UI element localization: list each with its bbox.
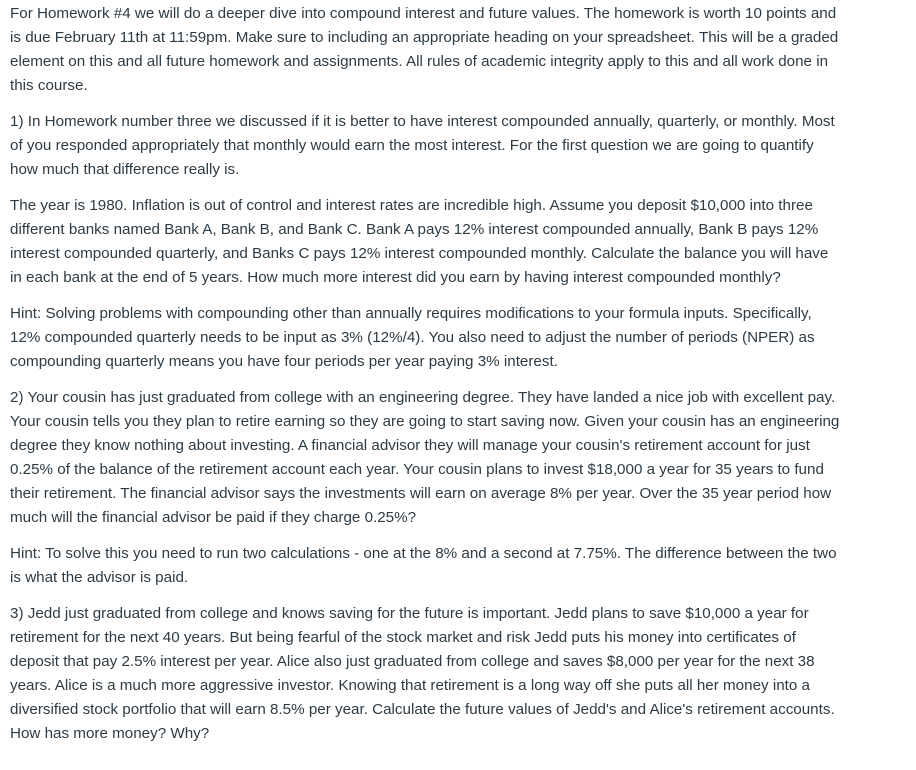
question-1: 1) In Homework number three we discussed if it is better to have interest compounded annually, quarterly, or monthly. Most of you responded appropriately that monthly would earn the most interest. For the first question we are going to quantify how much that difference really is. — [10, 113, 835, 178]
question-3: 3) Jedd just graduated from college and knows saving for the future is important. Jedd plans to save $10,000 a year for retirement for the next 40 years. But being fearful of the stock market and risk Jedd puts his money into certificates of deposit that pay 2.5% interest per year. Alice also just graduated from college and saves $8,000 per year for the next 38 years. Alice is a much more aggressive investor. Knowing that retirement is a long way off she puts all her money into a diversified stock portfolio that will earn 8.5% per year. Calculate the future values of Jedd's and Alice's retirement accounts. How has more money? Why? — [10, 605, 835, 742]
question-1-scenario: The year is 1980. Inflation is out of control and interest rates are incredible high. Assume you deposit $10,000 into three different banks named Bank A, Bank B, and Bank C. Bank A pays 12% interest compounded annually, Bank B pays 12% interest compounded quarterly, and Banks C pays 12% interest compounded monthly. Calculate the balance you will have in each bank at the end of 5 years. How much more interest did you earn by having interest compounded monthly? — [10, 197, 829, 286]
question-2-hint: Hint: To solve this you need to run two calculations - one at the 8% and a second at 7.75%. The difference between the two is what the advisor is paid. — [10, 545, 837, 586]
assignment-body — [10, 2, 842, 758]
intro-paragraph: For Homework #4 we will do a deeper dive into compound interest and future values. The homework is worth 10 points and is due February 11th at 11:59pm. Make sure to including an appropriate heading on your spreadsheet. This will be a graded element on this and all future homework and assignments. All rules of academic integrity apply to this and all work done in this course. — [10, 5, 839, 94]
question-2: 2) Your cousin has just graduated from college with an engineering degree. They have landed a nice job with excellent pay. Your cousin tells you they plan to retire earning so they are going to start saving now. Given your cousin has an engineering degree they know nothing about investing. A financial advisor they will manage your cousin's retirement account for just 0.25% of the balance of the retirement account each year. Your cousin plans to invest $18,000 a year for 35 years to fund their retirement. The financial advisor says the investments will earn on average 8% per year. Over the 35 year period how much will the financial advisor be paid if they charge 0.25%? — [10, 389, 840, 526]
question-1-hint: Hint: Solving problems with compounding other than annually requires modifications to your formula inputs. Specifically, 12% compounded quarterly needs to be input as 3% (12%/4). You also need to adjust the number of periods (NPER) as compounding quarterly means you have four periods per year paying 3% interest. — [10, 305, 815, 370]
